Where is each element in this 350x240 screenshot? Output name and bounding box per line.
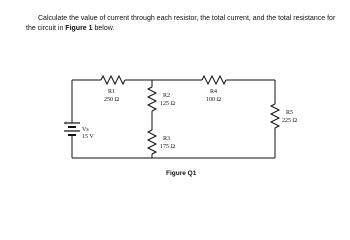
question-line-2-end: below. [92, 25, 115, 32]
battery-positive-sign: + [64, 119, 68, 127]
r2-label: R2 [163, 93, 171, 99]
r5-label: R5 [286, 110, 294, 116]
r3-label: R3 [163, 136, 171, 142]
r1-label: R1 [108, 89, 116, 95]
question-line-1: Calculate the value of current through each resistor, the total current, and the total resistance for [38, 15, 336, 22]
question-line-2-start: the circuit in [26, 25, 66, 32]
figure-caption: Figure Q1 [166, 170, 197, 177]
r3-value: 175 Ω [160, 144, 175, 150]
resistor-r2-symbol [148, 87, 156, 111]
r1-value: 250 Ω [104, 97, 119, 103]
resistor-r1-symbol [101, 76, 125, 84]
resistor-r3-symbol [148, 130, 156, 154]
r2-value: 125 Ω [160, 101, 175, 107]
r4-value: 100 Ω [206, 97, 221, 103]
r4-label: R4 [210, 89, 218, 95]
r5-value: 225 Ω [282, 118, 297, 124]
source-label: Vs [82, 127, 89, 133]
source-value: 15 V [82, 134, 94, 140]
figure-reference: Figure 1 [65, 25, 93, 32]
resistor-r4-symbol [202, 76, 226, 84]
resistor-r5-symbol [271, 104, 279, 128]
